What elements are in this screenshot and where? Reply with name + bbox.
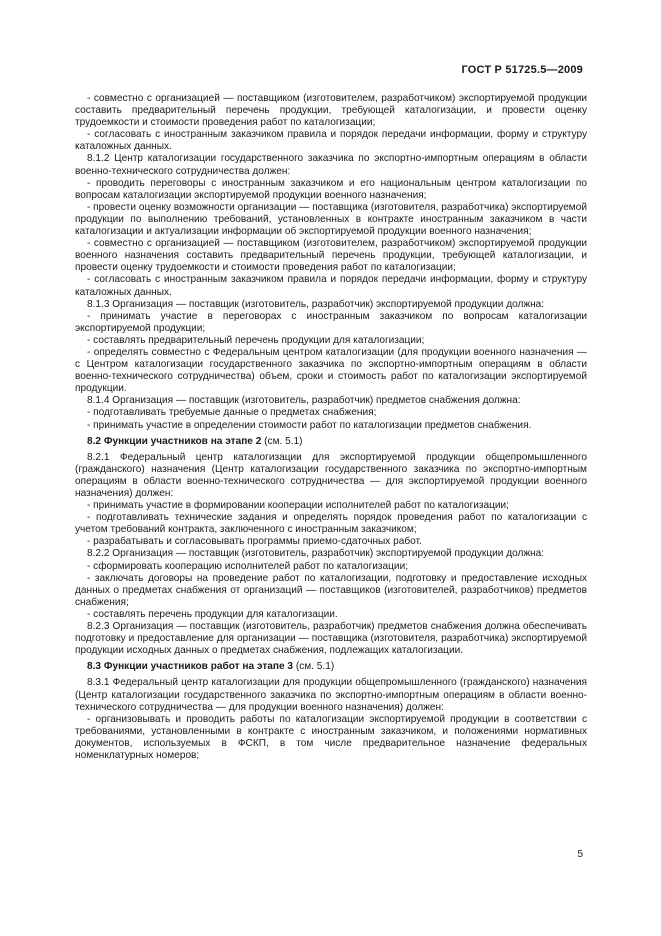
clause-8-2-1: 8.2.1 Федеральный центр каталогизации для экспортируемой продукции общепромышленного (гражданского) назначения (Центр каталогизации государственного заказчика по экспортно-импортным операциям в области военно-технического сотрудничества — для экспортируемой продукции военного назначения) должен: [75, 451, 587, 499]
paragraph: - определять совместно с Федеральным центром каталогизации (для продукции военного назначения — с Центром каталогизации государственного заказчика по экспортно-импортным операциям в области военно-технического сотрудничества) объем, сроки и стоимость работ по каталогизации экспортируемой продукции. [75, 346, 587, 395]
paragraph: - согласовать с иностранным заказчиком правила и порядок передачи информации, форму и структуру каталожных данных. [75, 129, 587, 153]
paragraph: - совместно с организацией — поставщиком (изготовителем, разработчиком) экспортируемой продукции военного назначения составить предварительный перечень продукции, требующей каталогизации, и провести оценку трудоемкости и стоимости проведения работ по каталогизации; [75, 238, 587, 274]
paragraph: - согласовать с иностранным заказчиком правила и порядок передачи информации, форму и структуру каталожных данных. [75, 274, 587, 298]
section-title: Функции участников на этапе 2 [103, 435, 262, 447]
section-ref: (см. 5.1) [264, 435, 303, 447]
paragraph: - проводить переговоры с иностранным заказчиком и его национальным центром каталогизации по вопросам каталогизации экспортируемой продукции военного назначения; [75, 177, 587, 201]
clause-8-2-2: 8.2.2 Организация — поставщик (изготовитель, разработчик) экспортируемой продукции должна: [87, 548, 545, 560]
section-heading-8-2 [75, 436, 587, 448]
paragraph: - совместно с организацией — поставщиком (изготовителем, разработчиком) экспортируемой продукции составить предварительный перечень продукции, требующей каталогизации, и провести оценку трудоемкости и стоимости проведения работ по каталогизации; [75, 93, 587, 129]
page-number: 5 [577, 849, 583, 860]
document-header: ГОСТ Р 51725.5—2009 [461, 64, 583, 76]
paragraph: - принимать участие в формировании кооперации исполнителей работ по каталогизации; [87, 500, 509, 512]
paragraph: - организовывать и проводить работы по каталогизации экспортируемой продукции в соответствии с требованиями, установленными в контракте с иностранным заказчиком, и положениями нормативных документов, используемых в ФСКП, в том числе предварительное назначение федеральных номенклатурных номеров; [75, 713, 587, 761]
paragraph: - составлять перечень продукции для каталогизации. [87, 608, 338, 620]
clause-8-1-2: 8.1.2 Центр каталогизации государственного заказчика по экспортно-импортным операциям в области военно-технического сотрудничества должен: [75, 153, 587, 177]
document-body [75, 93, 587, 762]
paragraph: - принимать участие в определении стоимости работ по каталогизации предметов снабжения. [87, 419, 532, 431]
clause-8-2-3: 8.2.3 Организация — поставщик (изготовитель, разработчик) предметов снабжения должна обеспечивать подготовку и предоставление для организации — поставщика (изготовителя, разработчика) экспортируемой продукции исходных данных о предметах снабжения, подлежащих каталогизации. [75, 621, 587, 657]
paragraph: - разрабатывать и согласовывать программы приемо-сдаточных работ. [87, 536, 422, 548]
section-heading-8-3 [75, 661, 587, 673]
paragraph: - подготавливать технические задания и определять порядок проведения работ по каталогизации с учетом требований контракта, заключенного с иностранным заказчиком; [75, 512, 587, 536]
paragraph: - составлять предварительный перечень продукции для каталогизации; [87, 334, 425, 346]
section-number: 8.2 [87, 435, 102, 447]
paragraph: - подготавливать требуемые данные о предметах снабжения; [87, 407, 377, 419]
section-number: 8.3 [87, 661, 102, 673]
paragraph: - принимать участие в переговорах с иностранным заказчиком по вопросам каталогизации экспортируемой продукции; [75, 310, 587, 334]
clause-8-1-4: 8.1.4 Организация — поставщик (изготовитель, разработчик) предметов снабжения должна: [87, 395, 521, 407]
paragraph: - заключать договоры на проведение работ по каталогизации, подготовку и предоставление исходных данных о предметах снабжения от организаций — поставщиков (изготовителей, разработчиков) предметов снабжения; [75, 572, 587, 608]
section-title: Функции участников работ на этапе 3 [103, 661, 294, 673]
paragraph: - сформировать кооперацию исполнителей работ по каталогизации; [87, 560, 409, 572]
clause-8-3-1: 8.3.1 Федеральный центр каталогизации для продукции общепромышленного (гражданского) назначения (Центр каталогизации государственного заказчика по экспортно-импортным операциям в области военно-технического сотрудничества — для продукции военного назначения) должен: [75, 677, 587, 713]
clause-8-1-3: 8.1.3 Организация — поставщик (изготовитель, разработчик) экспортируемой продукции должна: [87, 298, 545, 310]
section-ref: (см. 5.1) [295, 661, 335, 673]
paragraph: - провести оценку возможности организации — поставщика (изготовителя, разработчика) экспортируемой продукции по выполнению требований, установленных в контракте иностранным заказчиком в части каталогизации и актуализации информации об экспортируемой продукции военного назначения; [75, 201, 587, 238]
